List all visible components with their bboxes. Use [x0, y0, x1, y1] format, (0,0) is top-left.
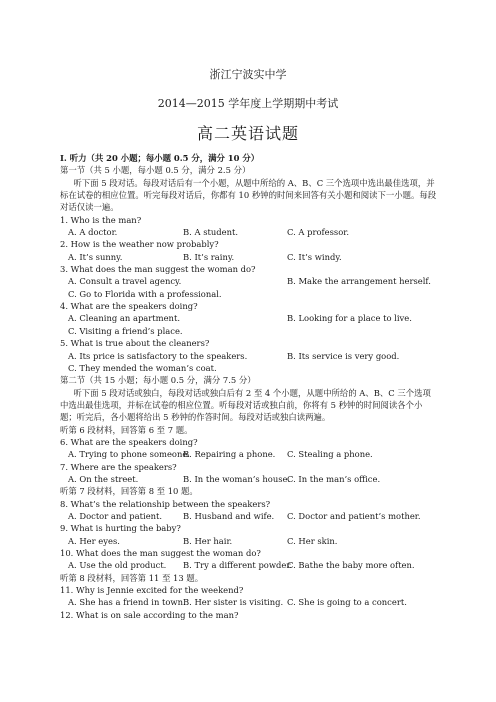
option-c: C. Her skin.	[287, 535, 338, 546]
option-b: B. Her sister is visiting.	[183, 597, 284, 608]
question-options	[60, 448, 438, 460]
option-a: A. Trying to phone someone.	[68, 449, 190, 460]
exam-title: 2014—2015 学年度上学期期中考试	[157, 97, 339, 110]
option-b: B. Try a different powder.	[183, 560, 293, 571]
option-c: C. They mended the woman’s coat.	[68, 362, 217, 373]
question-options	[60, 226, 438, 238]
school-name: 浙江宁波实中学	[209, 68, 287, 81]
option-a: A. On the street.	[68, 473, 139, 484]
question-options	[60, 288, 438, 300]
option-b: B. Its service is very good.	[287, 350, 400, 361]
question-options	[60, 473, 438, 485]
question-options	[60, 325, 438, 337]
option-c: C. A professor.	[287, 227, 349, 238]
option-c: C. It’s windy.	[287, 251, 342, 262]
question-stem: 4. What are the speakers doing?	[60, 301, 198, 312]
option-b: B. Make the arrangement herself.	[287, 276, 431, 287]
subject-title: 高二英语试题	[196, 124, 299, 143]
section-title: I. 听力（共 20 小题；每小题 0.5 分，满分 10 分）	[60, 153, 260, 163]
question-options	[60, 312, 438, 324]
question-options	[60, 275, 438, 287]
part2-instructions: 听下面 5 段对话或独白，每段对话或独白后有 2 至 4 个小题，从题中所给的 A、B、C 三个选项中选出最佳选项，并标在试卷的相应位置。听每段对话或独白前，你将有 5 秒钟的时间阅读各个小题；听完后，各小题将给出 5 秒钟的作答时间。每段对话或独白读两遍。	[60, 387, 431, 423]
question-stem: 12. What is on sale according to the man?	[60, 609, 239, 620]
option-a: A. Her eyes.	[68, 535, 120, 546]
material-note: 听第 6 段材料，回答第 6 至 7 题。	[60, 424, 193, 435]
question-stem: 2. How is the weather now probably?	[60, 239, 219, 250]
option-c: C. Visiting a friend’s place.	[68, 325, 183, 336]
option-b: B. A student.	[183, 227, 238, 238]
option-b: B. In the woman’s house.	[183, 473, 291, 484]
question-options	[60, 535, 438, 547]
part2-title: 第二节（共 15 小题；每小题 0.5 分，满分 7.5 分）	[60, 375, 256, 386]
question-stem: 1. Who is the man?	[60, 214, 142, 225]
option-c: C. Bathe the baby more often.	[287, 560, 415, 571]
exam-body	[60, 152, 438, 621]
option-c: C. Doctor and patient’s mother.	[287, 510, 421, 521]
question-options	[60, 596, 438, 608]
option-b: B. Husband and wife.	[183, 510, 275, 521]
option-c: C. Stealing a phone.	[287, 449, 373, 460]
option-b: B. Repairing a phone.	[183, 449, 276, 460]
option-a: A. A doctor.	[68, 227, 118, 238]
option-b: B. Her hair.	[183, 535, 233, 546]
question-options	[60, 350, 438, 362]
question-stem: 9. What is hurting the baby?	[60, 523, 181, 534]
material-note: 听第 8 段材料，回答第 11 至 13 题。	[60, 572, 204, 583]
material-note: 听第 7 段材料，回答第 8 至 10 题。	[60, 486, 198, 497]
option-c: C. In the man’s office.	[287, 473, 381, 484]
part1-title: 第一节（共 5 小题，每小题 0.5 分，满分 2.5 分）	[60, 165, 251, 176]
option-b: B. Looking for a place to live.	[287, 313, 412, 324]
option-a: A. She has a friend in town.	[68, 597, 186, 608]
option-c: C. Go to Florida with a professional.	[68, 288, 222, 299]
option-a: A. Consult a travel agency.	[68, 276, 182, 287]
option-a: A. Cleaning an apartment.	[68, 313, 180, 324]
question-stem: 3. What does the man suggest the woman do?	[60, 264, 256, 275]
question-stem: 11. Why is Jennie excited for the weekend?	[60, 585, 244, 596]
question-options	[60, 510, 438, 522]
question-stem: 5. What is true about the cleaners?	[60, 338, 210, 349]
option-a: A. Its price is satisfactory to the speakers.	[68, 350, 248, 361]
option-c: C. She is going to a concert.	[287, 597, 407, 608]
question-stem: 6. What are the speakers doing?	[60, 436, 198, 447]
part1-instructions: 听下面 5 段对话。每段对话后有一个小题，从题中所给的 A、B、C 三个选项中选出最佳选项，并标在试卷的相应位置。听完每段对话后，你都有 10 秒钟的时间来回答有关小题和阅读下一小题。每段对话仅读一遍。	[60, 177, 437, 213]
option-a: A. It’s sunny.	[68, 251, 123, 262]
question-options	[60, 251, 438, 263]
question-stem: 8. What’s the relationship between the speakers?	[60, 498, 271, 509]
option-a: A. Doctor and patient.	[68, 510, 163, 521]
question-stem: 7. Where are the speakers?	[60, 461, 177, 472]
option-a: A. Use the old product.	[68, 560, 167, 571]
question-options	[60, 362, 438, 374]
option-b: B. It’s rainy.	[183, 251, 235, 262]
question-stem: 10. What does the man suggest the woman do?	[60, 548, 261, 558]
question-options	[60, 559, 438, 571]
